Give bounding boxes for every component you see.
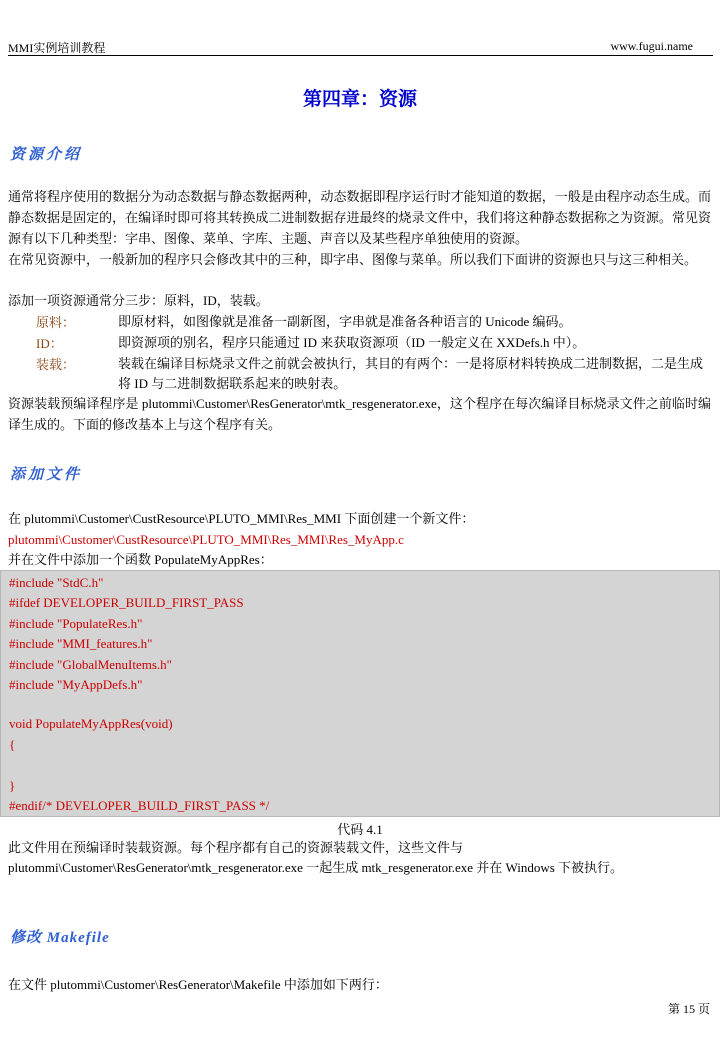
step-term-material: 原料： — [36, 315, 76, 330]
intro-paragraph-2: 在常见资源中，一般新加的程序只会修改其中的三种，即字串、图像与菜单。所以我们下面讲的资源也只与这三种相关。 — [8, 252, 698, 267]
step-desc-id: 即资源项的别名，程序只能通过 ID 来获取资源项（ID 一般定义在 XXDefs.h 中）。 — [118, 335, 586, 350]
chapter-title: 第四章：资源 — [302, 89, 417, 110]
code-line: #include "PopulateRes.h" — [9, 616, 143, 631]
section-heading-intro: 资源介绍 — [10, 147, 83, 163]
makefile-instruction: 在文件 plutommi\Customer\ResGenerator\Makefile 中添加如下两行： — [8, 977, 388, 992]
step-desc-material: 即原材料，如图像就是准备一副新图，字串就是准备各种语言的 Unicode 编码。 — [118, 314, 572, 329]
code-line: #include "GlobalMenuItems.h" — [9, 657, 172, 672]
page-number: 第 15 页 — [667, 1002, 710, 1016]
code-block — [0, 570, 720, 817]
code-line: { — [9, 737, 16, 752]
header-title: MMI实例培训教程 — [8, 41, 106, 55]
code-line: #endif/* DEVELOPER_BUILD_FIRST_PASS */ — [9, 798, 270, 813]
intro-paragraph-4: 资源装载预编译程序是 plutommi\Customer\ResGenerator\mtk_resgenerator.exe，这个程序在每次编译目标烧录文件之前临时编译生成的。下面的修改基本上与这个程序有关。 — [8, 396, 711, 432]
code-line: #ifdef DEVELOPER_BUILD_FIRST_PASS — [9, 595, 244, 610]
header-divider — [8, 55, 713, 56]
new-file-path: plutommi\Customer\CustResource\PLUTO_MMI\Res_MMI\Res_MyApp.c — [8, 532, 404, 547]
code-line: void PopulateMyAppRes(void) — [9, 716, 173, 731]
add-function-instruction: 并在文件中添加一个函数 PopulateMyAppRes： — [8, 552, 273, 567]
header-website: www.fugui.name — [610, 39, 693, 53]
section-heading-makefile: 修改 Makefile — [10, 930, 110, 946]
code-line: #include "StdC.h" — [9, 575, 104, 590]
step-term-load: 装载： — [36, 357, 76, 372]
step-term-id: ID： — [36, 336, 63, 351]
add-file-instruction: 在 plutommi\Customer\CustResource\PLUTO_MMI\Res_MMI 下面创建一个新文件： — [8, 511, 475, 526]
intro-paragraph-3: 添加一项资源通常分三步：原料，ID，装载。 — [8, 293, 269, 308]
code-line: #include "MMI_features.h" — [9, 636, 153, 651]
intro-paragraph-1: 通常将程序使用的数据分为动态数据与静态数据两种，动态数据即程序运行时才能知道的数据，一般是由程序动态生成。而静态数据是固定的，在编译时即可将其转换成二进制数据存进最终的烧录文件中，我们将这种静态数据称之为资源。常见资源有以下几种类型：字串、图像、菜单、字库、主题、声音以及某些程序单独使用的资源。 — [8, 189, 711, 246]
after-code-line-2: plutommi\Customer\ResGenerator\mtk_resgenerator.exe 一起生成 mtk_resgenerator.exe 并在 Windows 下被执行。 — [8, 860, 624, 875]
code-caption: 代码 4.1 — [337, 822, 383, 837]
step-desc-load: 装载在编译目标烧录文件之前就会被执行，其目的有两个：一是将原材料转换成二进制数据，二是生成将 ID 与二进制数据联系起来的映射表。 — [118, 356, 704, 391]
code-line: } — [9, 778, 16, 793]
after-code-line-1: 此文件用在预编译时装载资源。每个程序都有自己的资源装载文件，这些文件与 — [8, 840, 464, 855]
section-heading-add-file: 添加文件 — [10, 467, 83, 483]
code-line: #include "MyAppDefs.h" — [9, 677, 143, 692]
